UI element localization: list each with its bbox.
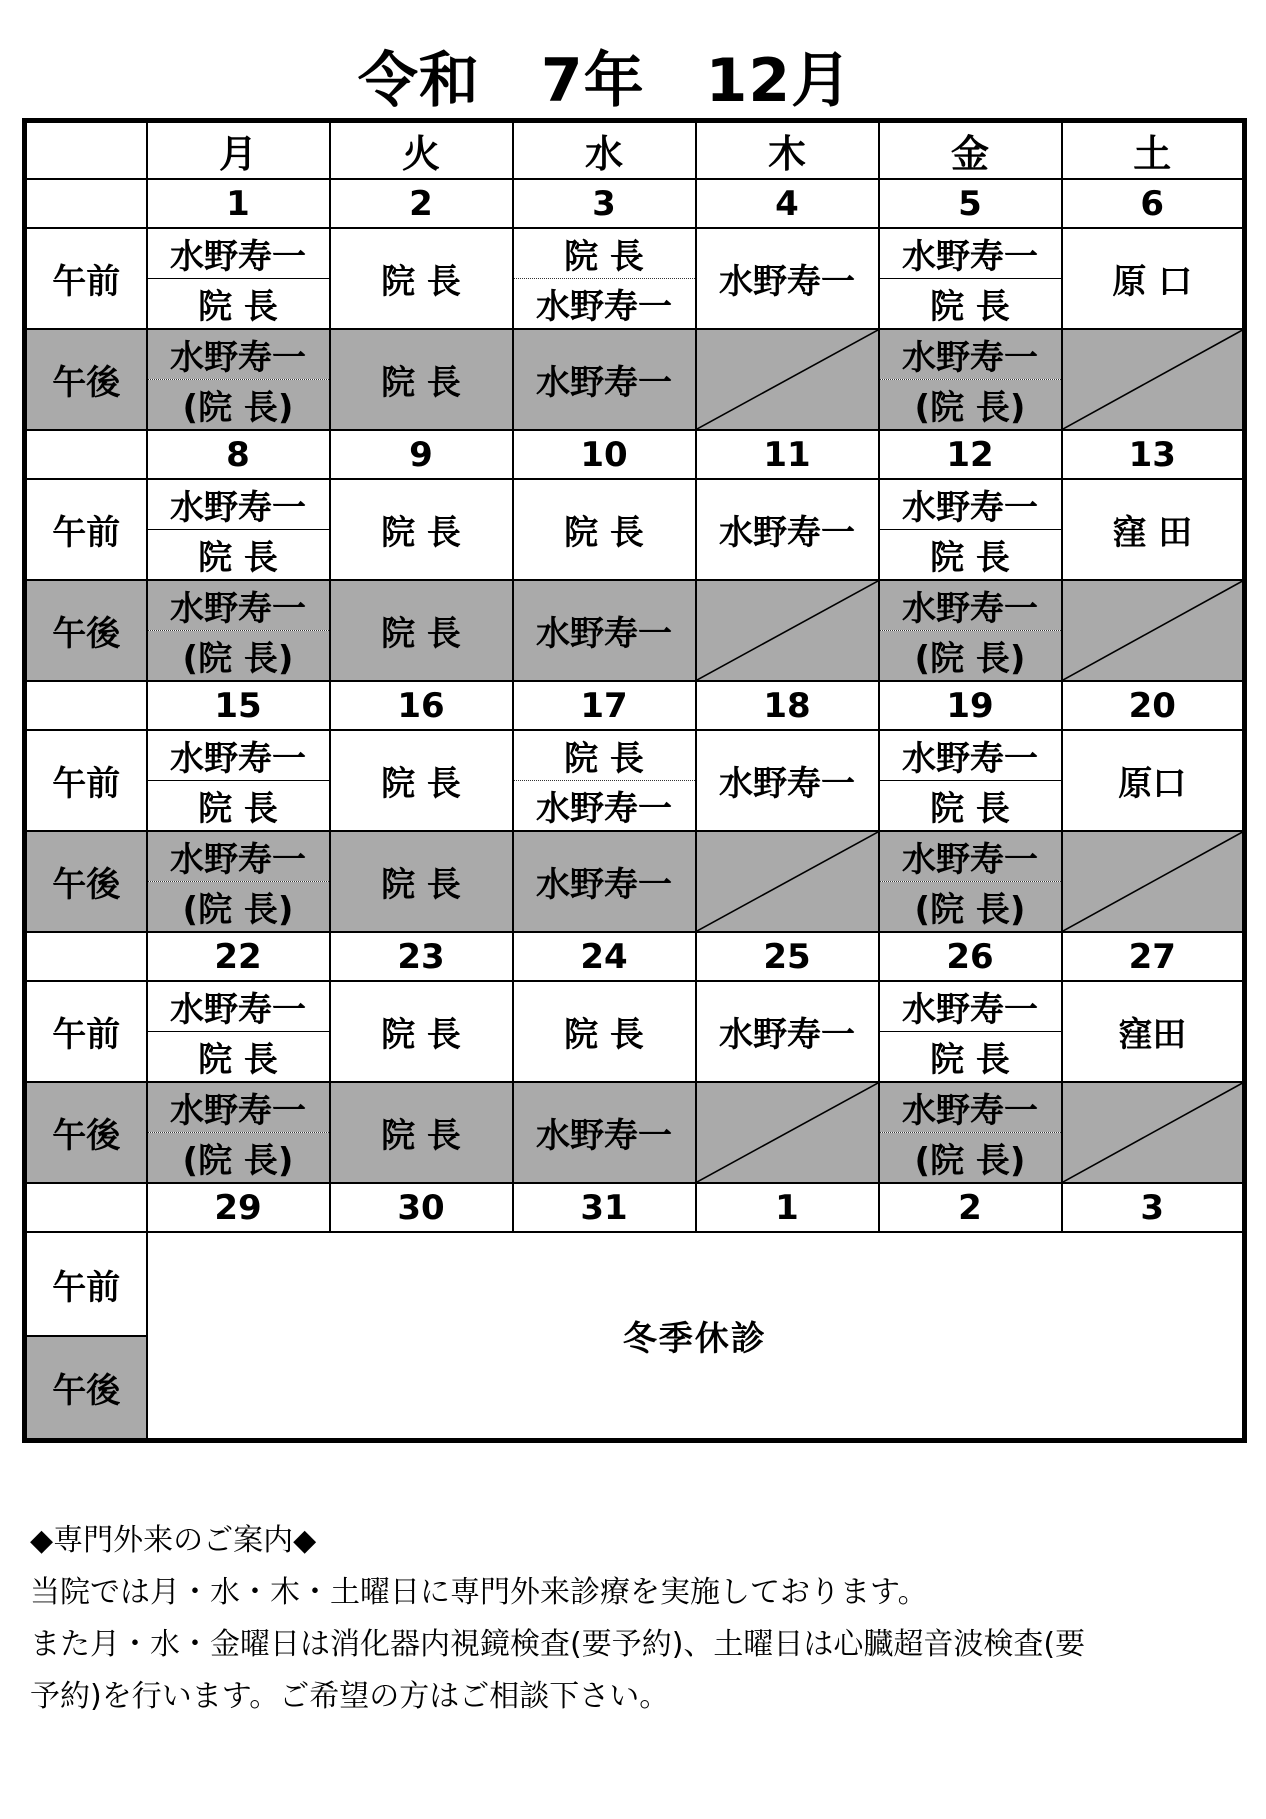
date-cell: 29 bbox=[147, 1183, 330, 1232]
date-cell: 23 bbox=[330, 932, 513, 981]
doctor-cell: 水野寿一 bbox=[879, 580, 1062, 631]
date-cell: 31 bbox=[513, 1183, 696, 1232]
date-cell: 2 bbox=[330, 179, 513, 228]
doctor-cell: 院 長 bbox=[513, 228, 696, 279]
doctor-cell: 水野寿一 bbox=[147, 228, 330, 279]
doctor-cell: 院 長 bbox=[879, 279, 1062, 330]
doctor-cell: 院 長 bbox=[513, 479, 696, 580]
doctor-cell: 水野寿一 bbox=[879, 831, 1062, 882]
doctor-cell: (院 長) bbox=[879, 1133, 1062, 1184]
doctor-cell: 水野寿一 bbox=[147, 831, 330, 882]
doctor-cell: 院 長 bbox=[513, 730, 696, 781]
morning-label: 午前 bbox=[25, 981, 147, 1082]
no-clinic-slash bbox=[1063, 581, 1243, 680]
doctor-cell: (院 長) bbox=[147, 380, 330, 431]
doctor-cell: 原口 bbox=[1062, 730, 1245, 831]
date-cell: 25 bbox=[696, 932, 879, 981]
doctor-cell: 院 長 bbox=[330, 329, 513, 430]
doctor-cell: 水野寿一 bbox=[879, 479, 1062, 530]
closed-cell bbox=[1062, 329, 1245, 430]
closed-cell bbox=[696, 580, 879, 681]
doctor-cell: 水野寿一 bbox=[513, 831, 696, 932]
doctor-cell: 水野寿一 bbox=[879, 1082, 1062, 1133]
no-clinic-slash bbox=[1063, 330, 1243, 429]
date-cell: 16 bbox=[330, 681, 513, 730]
winter-holiday-cell: 冬季休診 bbox=[147, 1232, 1245, 1440]
doctor-cell: 院 長 bbox=[147, 279, 330, 330]
notice-line: 予約)を行います。ご希望の方はご相談下さい。 bbox=[30, 1679, 670, 1714]
doctor-cell: 院 長 bbox=[330, 1082, 513, 1183]
morning-label: 午前 bbox=[25, 228, 147, 329]
closed-cell bbox=[696, 831, 879, 932]
doctor-cell: (院 長) bbox=[147, 1133, 330, 1184]
weekday-header-fri: 金 bbox=[879, 121, 1062, 180]
doctor-cell: 院 長 bbox=[879, 781, 1062, 832]
doctor-cell: 原 口 bbox=[1062, 228, 1245, 329]
date-cell: 1 bbox=[696, 1183, 879, 1232]
date-cell: 19 bbox=[879, 681, 1062, 730]
notice-line: また月・水・金曜日は消化器内視鏡検査(要予約)、土曜日は心臓超音波検査(要 bbox=[30, 1627, 1086, 1662]
doctor-cell: 水野寿一 bbox=[513, 580, 696, 681]
doctor-cell: 水野寿一 bbox=[513, 781, 696, 832]
closed-cell bbox=[1062, 580, 1245, 681]
doctor-cell: 水野寿一 bbox=[696, 981, 879, 1082]
date-row-spacer bbox=[25, 932, 147, 981]
doctor-cell: 水野寿一 bbox=[147, 479, 330, 530]
no-clinic-slash bbox=[1063, 832, 1243, 931]
doctor-cell: 水野寿一 bbox=[696, 479, 879, 580]
notice-heading: ◆専門外来のご案内◆ bbox=[30, 1523, 317, 1558]
date-cell: 30 bbox=[330, 1183, 513, 1232]
afternoon-label: 午後 bbox=[25, 580, 147, 681]
doctor-cell: 水野寿一 bbox=[879, 329, 1062, 380]
corner-cell bbox=[25, 121, 147, 180]
date-row-spacer bbox=[25, 179, 147, 228]
doctor-cell: 院 長 bbox=[330, 831, 513, 932]
date-cell: 18 bbox=[696, 681, 879, 730]
date-cell: 6 bbox=[1062, 179, 1245, 228]
no-clinic-slash bbox=[697, 581, 878, 680]
date-cell: 11 bbox=[696, 430, 879, 479]
doctor-cell: (院 長) bbox=[147, 631, 330, 682]
closed-cell bbox=[1062, 1082, 1245, 1183]
date-cell: 1 bbox=[147, 179, 330, 228]
weekday-header-thu: 木 bbox=[696, 121, 879, 180]
date-cell: 3 bbox=[513, 179, 696, 228]
doctor-cell: 院 長 bbox=[330, 228, 513, 329]
afternoon-label: 午後 bbox=[25, 1082, 147, 1183]
date-cell: 15 bbox=[147, 681, 330, 730]
no-clinic-slash bbox=[697, 1083, 878, 1182]
doctor-cell: 窪 田 bbox=[1062, 479, 1245, 580]
doctor-cell: 水野寿一 bbox=[147, 730, 330, 781]
doctor-cell: 水野寿一 bbox=[147, 981, 330, 1032]
date-cell: 13 bbox=[1062, 430, 1245, 479]
date-row-spacer bbox=[25, 681, 147, 730]
afternoon-label: 午後 bbox=[25, 1336, 147, 1440]
closed-cell bbox=[1062, 831, 1245, 932]
date-cell: 12 bbox=[879, 430, 1062, 479]
date-row-spacer bbox=[25, 1183, 147, 1232]
doctor-cell: 水野寿一 bbox=[513, 1082, 696, 1183]
doctor-cell: 院 長 bbox=[513, 981, 696, 1082]
doctor-cell: 院 長 bbox=[879, 1032, 1062, 1083]
date-cell: 4 bbox=[696, 179, 879, 228]
date-cell: 5 bbox=[879, 179, 1062, 228]
doctor-cell: (院 長) bbox=[879, 631, 1062, 682]
weekday-header-sat: 土 bbox=[1062, 121, 1245, 180]
doctor-cell: 水野寿一 bbox=[879, 730, 1062, 781]
date-cell: 26 bbox=[879, 932, 1062, 981]
afternoon-label: 午後 bbox=[25, 329, 147, 430]
doctor-cell: 院 長 bbox=[147, 1032, 330, 1083]
doctor-cell: 水野寿一 bbox=[147, 580, 330, 631]
date-row-spacer bbox=[25, 430, 147, 479]
doctor-cell: 水野寿一 bbox=[513, 279, 696, 330]
doctor-cell: 院 長 bbox=[330, 730, 513, 831]
page-title: 令和 7年 12月 bbox=[357, 46, 853, 116]
doctor-cell: 院 長 bbox=[330, 479, 513, 580]
no-clinic-slash bbox=[697, 330, 878, 429]
weekday-header-wed: 水 bbox=[513, 121, 696, 180]
doctor-cell: 水野寿一 bbox=[696, 228, 879, 329]
doctor-cell: 水野寿一 bbox=[879, 228, 1062, 279]
doctor-cell: 窪田 bbox=[1062, 981, 1245, 1082]
date-cell: 3 bbox=[1062, 1183, 1245, 1232]
doctor-cell: 院 長 bbox=[330, 981, 513, 1082]
closed-cell bbox=[696, 329, 879, 430]
doctor-cell: 水野寿一 bbox=[696, 730, 879, 831]
afternoon-label: 午後 bbox=[25, 831, 147, 932]
date-cell: 2 bbox=[879, 1183, 1062, 1232]
doctor-cell: 院 長 bbox=[147, 781, 330, 832]
no-clinic-slash bbox=[1063, 1083, 1243, 1182]
doctor-cell: (院 長) bbox=[879, 380, 1062, 431]
date-cell: 22 bbox=[147, 932, 330, 981]
weekday-header-tue: 火 bbox=[330, 121, 513, 180]
date-cell: 8 bbox=[147, 430, 330, 479]
no-clinic-slash bbox=[697, 832, 878, 931]
date-cell: 9 bbox=[330, 430, 513, 479]
date-cell: 20 bbox=[1062, 681, 1245, 730]
doctor-cell: 院 長 bbox=[147, 530, 330, 581]
morning-label: 午前 bbox=[25, 730, 147, 831]
doctor-cell: 水野寿一 bbox=[879, 981, 1062, 1032]
date-cell: 24 bbox=[513, 932, 696, 981]
morning-label: 午前 bbox=[25, 479, 147, 580]
doctor-cell: 院 長 bbox=[879, 530, 1062, 581]
doctor-cell: 水野寿一 bbox=[147, 329, 330, 380]
doctor-cell: 水野寿一 bbox=[513, 329, 696, 430]
date-cell: 17 bbox=[513, 681, 696, 730]
notice-line: 当院では月・水・木・土曜日に専門外来診療を実施しております。 bbox=[30, 1575, 928, 1610]
doctor-cell: 水野寿一 bbox=[147, 1082, 330, 1133]
doctor-cell: (院 長) bbox=[147, 882, 330, 933]
date-cell: 10 bbox=[513, 430, 696, 479]
closed-cell bbox=[696, 1082, 879, 1183]
morning-label: 午前 bbox=[25, 1232, 147, 1336]
schedule-table bbox=[22, 118, 1247, 1443]
weekday-header-mon: 月 bbox=[147, 121, 330, 180]
doctor-cell: (院 長) bbox=[879, 882, 1062, 933]
doctor-cell: 院 長 bbox=[330, 580, 513, 681]
specialty-notice bbox=[30, 1515, 1230, 1723]
date-cell: 27 bbox=[1062, 932, 1245, 981]
